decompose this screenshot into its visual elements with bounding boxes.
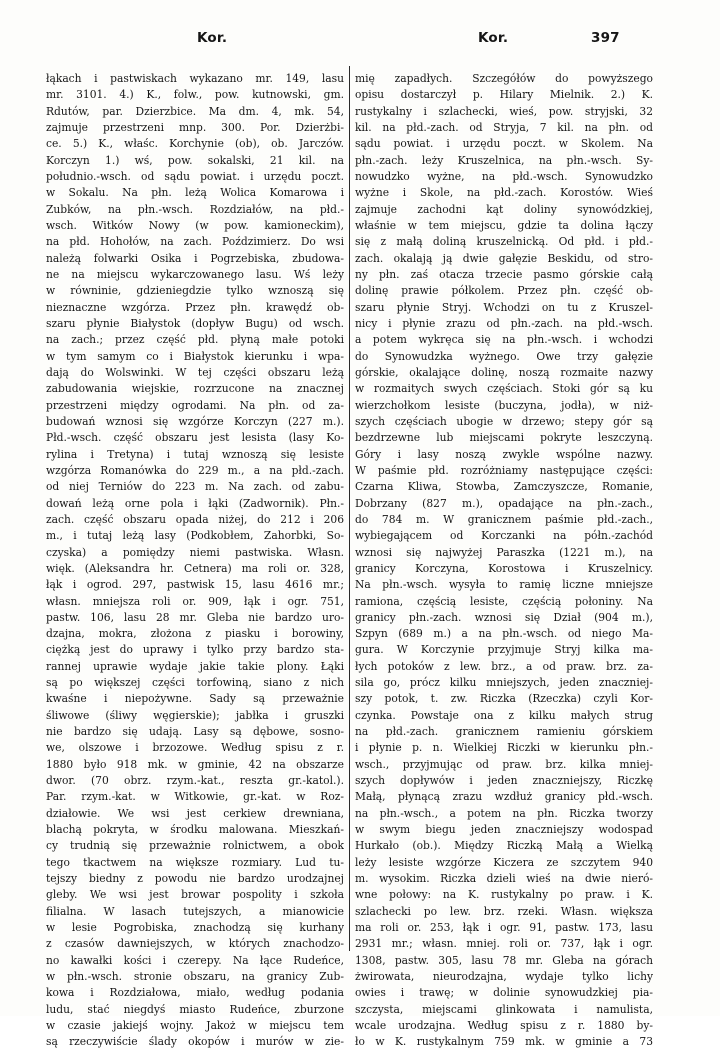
text-line: nicy i płynie zrazu od płn.-zach. na płd.-wsch. [355,316,653,330]
text-line: ma roli or. 253, łąk i ogr. 91, pastw. 173, lasu [355,921,653,935]
text-line: ny płn. zaś otacza trzecie pasmo górskie całą [355,267,653,281]
text-line: opisu dostarczył p. Hilary Mielnik. 2.) K. [355,88,653,102]
text-line: ło w K. rustykalnym 759 mk. w gminie a 73 [355,1035,653,1049]
text-line: Hurkało (ob.). Między Riczką Małą a Wielką [355,839,653,853]
text-line: od niej Terniów do 223 m. Na zach. od zabu- [46,480,344,494]
text-line: m. wysokim. Riczka dzieli wieś na dwie nieró- [355,872,653,886]
text-line: są po większej części torfowiną, siano z nich [46,676,344,690]
text-line: blachą pokryta, w środku malowana. Mieszkań- [46,823,344,837]
text-line: mr. 3101. 4.) K., folw., pow. kutnowski, gm. [46,88,344,102]
text-line: tego tkactwem na większe rozmiary. Lud tu- [46,855,344,869]
header-left-catchword: Kor. [197,30,228,46]
text-line: 1880 było 918 mk. w gminie, 42 na obszarze [46,757,344,771]
text-line: sądu powiat. i urzędu poczt. w Skolem. Na [355,137,653,151]
page-number: 397 [591,30,620,46]
text-line: kwaśne i niepożywne. Sady są przeważnie [46,692,344,706]
column-divider [349,66,350,951]
text-line: mię zapadłych. Szczegółów do powyższego [355,72,653,85]
text-line: pastw. 106, lasu 28 mr. Gleba nie bardzo uro- [46,610,344,624]
text-line: do 784 m. W granicznem paśmie płd.-zach., [355,512,653,526]
text-line: szych dopływów i jeden znaczniejszy, Riczkę [355,774,653,788]
text-line: leży lesiste wzgórze Kiczera ze szczytem 940 [355,855,653,869]
text-line: i płynie p. n. Wielkiej Riczki w kierunku płn.- [355,741,653,755]
text-line: wierzchołkom lesiste (buczyna, jodła), w niż- [355,398,653,412]
text-line: na płd.-zach. granicznem ramieniu górskiem [355,725,653,739]
text-line: tejszy biedny z powodu nie bardzo urodzajnej [46,872,344,886]
text-line: kowa i Rozdziałowa, miało, według podania [46,986,344,1000]
text-line: w tym samym co i Białystok kierunku i wpa- [46,349,344,363]
text-line: ludu, stać niegdyś miasto Rudeńce, zburzone [46,1002,344,1016]
text-line: Małą, płynącą zrazu wzdłuż granicy płd.-wsch. [355,790,653,804]
text-line: Zubków, na płn.-wsch. Rozdziałów, na płd.- [46,202,344,216]
text-line: ramiona, częścią lesiste, częścią połoniny. Na [355,594,653,608]
text-line: na zach.; przez część płd. płyną małe potoki [46,333,344,347]
text-line: działowie. We wsi jest cerkiew drewniana, [46,806,344,820]
text-line: filialna. W lasach tutejszych, a mianowicie [46,904,344,918]
text-line: Dobrzany (827 m.), opadające na płn.-zach., [355,496,653,510]
text-line: są rzeczywiście ślady okopów i murów w zie- [46,1035,344,1049]
text-line: łąk i ogrod. 297, pastwisk 15, lasu 4616 mr.; [46,578,344,592]
text-line: rannej uprawie wydaje jakie takie plony. Łąki [46,659,344,673]
text-line: wsch. Witków Nowy (w pow. kamioneckim), [46,218,344,232]
text-line: nowudzko wyżne, na płd.-wsch. Synowudzko [355,169,653,183]
text-line: ciężką jest do uprawy i tylko przy bardzo sta- [46,643,344,657]
text-line: ce. 5.) K., właśc. Korchynie (ob), ob. Jarczów. [46,137,344,151]
text-line: rustykalny i szlachecki, wieś, pow. stryjski, 32 [355,104,653,118]
text-line: cy trudnią się przeważnie rolnictwem, a obok [46,839,344,853]
text-line: dają do Wolswinki. W tej części obszaru leżą [46,365,344,379]
text-line: w swym biegu jeden znaczniejszy wodospad [355,823,653,837]
text-line: budowań wznosi się wzgórze Korczyn (227 m.). [46,414,344,428]
text-line: Korczyn 1.) wś, pow. sokalski, 21 kil. na [46,153,344,167]
text-line: a potem wykręca się na płn.-wsch. i wchodzi [355,333,653,347]
text-line: dwor. (70 obrz. rzym.-kat., reszta gr.-katol.). [46,774,344,788]
text-line: nie bardzo się udają. Lasy są dębowe, sosno- [46,725,344,739]
text-line: czyska) a pomiędzy niemi pastwiska. Własn. [46,545,344,559]
text-line: na płd. Hohołów, na zach. Poździmierz. Do wsi [46,235,344,249]
text-line: bezdrzewne lub miejscami pokryte leszczyną. [355,431,653,445]
text-line: dowań leżą orne pola i łąki (Zadwornik). Płn.- [46,496,344,510]
text-line: Par. rzym.-kat. w Witkowie, gr.-kat. w Roz- [46,790,344,804]
text-line: Szpyn (689 m.) a na płn.-wsch. od niego Ma- [355,627,653,641]
text-line: gleby. We wsi jest browar pospolity i szkoła [46,888,344,902]
text-line: na płn.-wsch., a potem na płn. Riczka tworzy [355,806,653,820]
text-line: szczysta, miejscami glinkowata i namulista, [355,1002,653,1016]
text-line: szych częściach ubogie w drzewo; stepy gór są [355,414,653,428]
text-line: Czarna Kliwa, Stowba, Zamczyszcze, Romanie, [355,480,653,494]
text-line: przestrzeni między ogrodami. Na płn. od za- [46,398,344,412]
text-line: wcale urodzajna. Według spisu z r. 1880 by- [355,1019,653,1033]
text-line: więk. (Aleksandra hr. Cetnera) ma roli or. 328, [46,561,344,575]
text-line: we, olszowe i brzozowe. Według spisu z r. [46,741,344,755]
text-line: Rdutów, par. Dzierzbice. Ma dm. 4, mk. 54, [46,104,344,118]
text-line: łych potoków z lew. brz., a od praw. brz. za- [355,659,653,673]
text-line: w równinie, gdzieniegdzie tylko wznoszą się [46,284,344,298]
header-right-catchword: Kor. [478,30,509,46]
text-line: dzajna, mokra, złożona z piasku i borowiny, [46,627,344,641]
text-line: górskie, okalające dolinę, noszą rozmaite nazwy [355,365,653,379]
text-line: łąkach i pastwiskach wykazano mr. 149, lasu [46,72,344,85]
text-line: nieznaczne wzgórza. Przez płn. krawędź ob- [46,300,344,314]
text-line: w rozmaitych swych częściach. Stoki gór są ku [355,382,653,396]
text-line: kil. na płd.-zach. od Stryja, 7 kil. na płn. od [355,120,653,134]
left-text-column [46,71,344,1051]
text-line: się z małą doliną kruszelnicką. Od płd. i płd.- [355,235,653,249]
text-line: w lesie Pogrobiska, znachodzą się kurhany [46,921,344,935]
text-line: w Sokalu. Na płn. leżą Wolica Komarowa i [46,186,344,200]
text-line: szaru płynie Białystok (dopływ Bugu) od wsch. [46,316,344,330]
text-line: zach. okalają ją dwie gałęzie Beskidu, od stro- [355,251,653,265]
text-line: owies i trawę; w dolinie synowudzkiej pia- [355,986,653,1000]
text-line: Na płn.-wsch. wysyła to ramię liczne mniejsze [355,578,653,592]
text-line: płn.-zach. leży Kruszelnica, na płn.-wsch. Sy- [355,153,653,167]
text-line: sila go, prócz kilku mniejszych, jeden znaczniej- [355,676,653,690]
right-text-column [355,71,653,1051]
text-line: Góry i lasy noszą zwykle wspólne nazwy. [355,447,653,461]
text-line: m., i tutaj leżą lasy (Podkobłem, Zahorbki, So- [46,529,344,543]
text-line: zach. część obszaru opada niżej, do 212 i 206 [46,512,344,526]
text-line: wne połowy: na K. rustykalny po praw. i K. [355,888,653,902]
text-line: z czasów dawniejszych, w których znachodzo- [46,937,344,951]
text-line: zajmuje przestrzeni mnp. 300. Por. Dzierżbi- [46,120,344,134]
text-line: własn. mniejsza roli or. 909, łąk i ogr. 751, [46,594,344,608]
text-line: 1308, pastw. 305, lasu 78 mr. Gleba na górach [355,953,653,967]
text-line: W paśmie płd. rozróżniamy następujące części: [355,463,653,477]
text-line: do Synowudzka wyżnego. Owe trzy gałęzie [355,349,653,363]
text-line: granicy płn.-zach. wznosi się Dział (904 m.), [355,610,653,624]
text-line: wsch., przyjmując od praw. brz. kilka mniej- [355,757,653,771]
text-line: ne na miejscu wykarczowanego lasu. Wś leży [46,267,344,281]
text-line: śliwowe (śliwy węgierskie); jabłka i gruszki [46,708,344,722]
text-line: zajmuje zachodni kąt doliny synowódzkiej, [355,202,653,216]
text-line: Płd.-wsch. część obszaru jest lesista (lasy Ko- [46,431,344,445]
text-line: wyżne i Skole, na płd.-zach. Korostów. Wieś [355,186,653,200]
text-line: dolinę prawie półkolem. Przez płn. część ob- [355,284,653,298]
text-line: południo.-wsch. od sądu powiat. i urzędu poczt. [46,169,344,183]
text-line: granicy Korczyna, Korostowa i Kruszelnicy. [355,561,653,575]
text-line: gura. W Korczynie przyjmuje Stryj kilka ma- [355,643,653,657]
text-line: no kawałki kości i czerepy. Na łące Rudeńce, [46,953,344,967]
running-header [0,30,720,50]
text-line: w czasie jakiejś wojny. Jakoż w miejscu tem [46,1019,344,1033]
text-line: wybiegającem od Korczanki na półn.-zachód [355,529,653,543]
text-line: żwirowata, nieurodzajna, wydaje tylko lichy [355,970,653,984]
text-line: szlachecki po lew. brz. rzeki. Własn. większa [355,904,653,918]
text-line: zabudowania wiejskie, rozrzucone na znacznej [46,382,344,396]
text-line: szy potok, t. zw. Riczka (Rzeczka) czyli Kor- [355,692,653,706]
text-line: w płn.-wsch. stronie obszaru, na granicy Zub- [46,970,344,984]
text-line: szaru płynie Stryj. Wchodzi on tu z Kruszel- [355,300,653,314]
text-line: wznosi się najwyżej Paraszka (1221 m.), na [355,545,653,559]
text-line: czynka. Powstaje ona z kilku małych strug [355,708,653,722]
text-line: rylina i Tretyna) i tutaj wznoszą się lesiste [46,447,344,461]
text-line: należą folwarki Osika i Pogrzebiska, zbudowa- [46,251,344,265]
text-line: właśnie w tem miejscu, gdzie ta dolina łączy [355,218,653,232]
text-line: wzgórza Romanówka do 229 m., a na płd.-zach. [46,463,344,477]
text-line: 2931 mr.; własn. mniej. roli or. 737, łąk i ogr. [355,937,653,951]
